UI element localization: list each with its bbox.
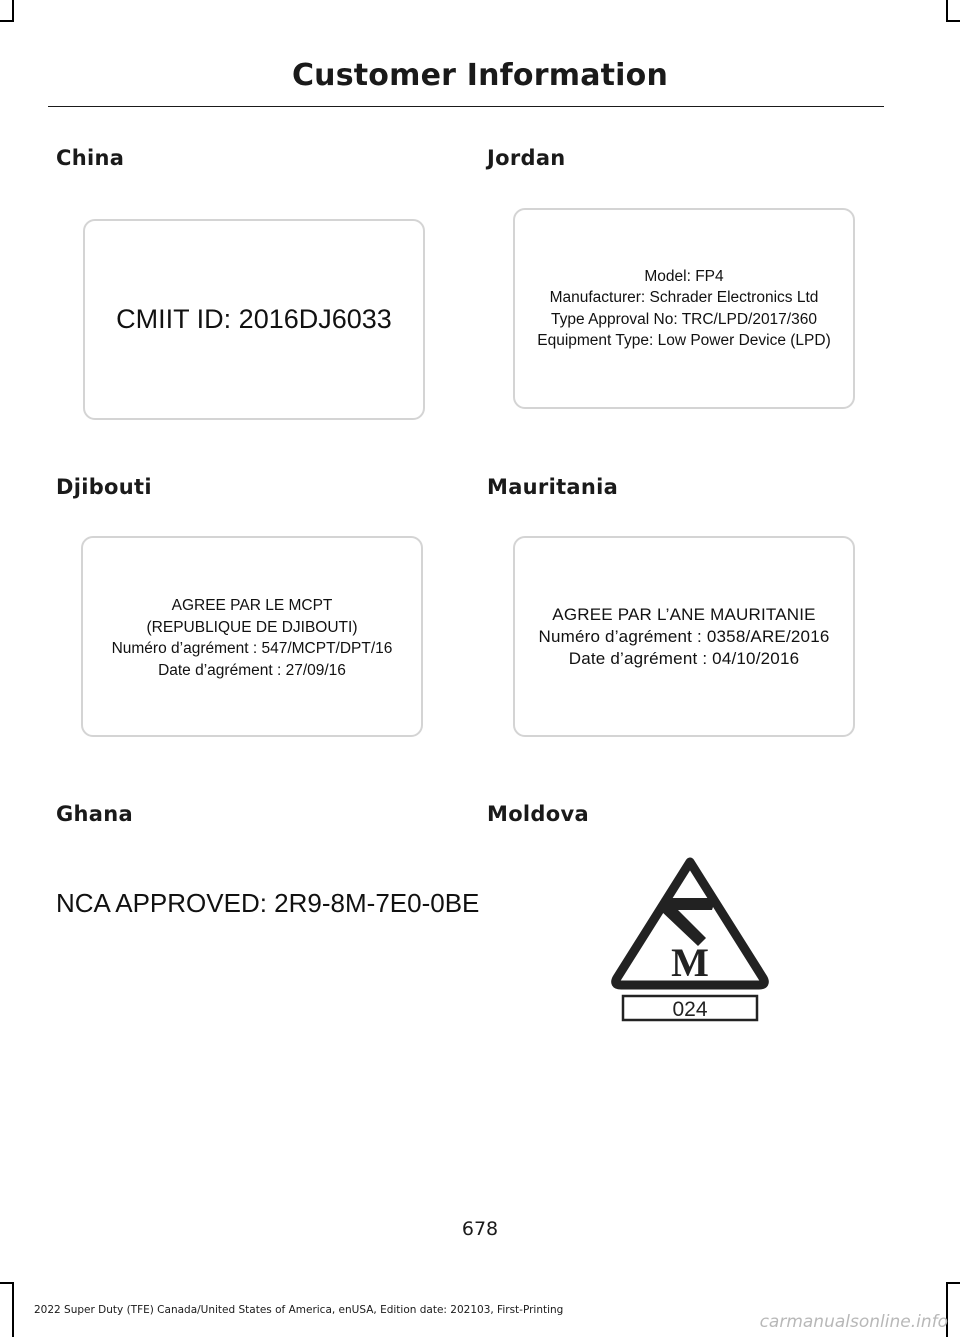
jordan-label-line: Manufacturer: Schrader Electronics Ltd [549,289,819,306]
crop-mark-bottom-right-horizontal [946,1282,960,1284]
djibouti-label-line: (REPUBLIQUE DE DJIBOUTI) [146,618,358,636]
crop-mark-top-left-vertical [12,0,14,22]
section-heading-mauritania: Mauritania [487,475,619,499]
djibouti-label-line: Numéro d’agrément : 547/MCPT/DPT/16 [111,640,393,657]
mauritania-approval-label [513,536,855,737]
watermark: carmanualsonline.info [759,1312,948,1332]
china-approval-label [83,219,425,420]
title-divider [48,106,884,107]
page-number: 678 [461,1218,499,1240]
moldova-s-stroke [660,898,716,946]
section-heading-ghana: Ghana [56,802,133,826]
jordan-label-line: Equipment Type: Low Power Device (LPD) [537,332,831,349]
section-heading-moldova: Moldova [487,802,589,826]
moldova-sm-conformity-mark [590,840,790,1040]
moldova-letter-m: M [671,940,709,985]
jordan-approval-label [513,208,855,409]
crop-mark-top-right-vertical [946,0,948,22]
jordan-label-line: Model: FP4 [644,267,724,285]
edition-footer: 2022 Super Duty (TFE) Canada/United States of America, enUSA, Edition date: 202103, First-Printing [34,1304,564,1316]
mauritania-label-line: AGREE PAR L’ANE MAURITANIE [552,605,816,624]
crop-mark-top-left-horizontal [0,20,14,22]
section-heading-djibouti: Djibouti [56,475,152,499]
section-heading-jordan: Jordan [487,146,566,170]
crop-mark-top-right-horizontal [946,20,960,22]
mauritania-label-line: Numéro d’agrément : 0358/ARE/2016 [538,627,830,646]
mauritania-label-line: Date d’agrément : 04/10/2016 [568,649,800,668]
china-label-line: CMIIT ID: 2016DJ6033 [116,304,392,334]
ghana-approval-text: NCA APPROVED: 2R9-8M-7E0-0BE [56,888,480,918]
moldova-mark-number: 024 [672,998,708,1021]
crop-mark-bottom-left-horizontal [0,1282,14,1284]
djibouti-label-line: AGREE PAR LE MCPT [171,597,333,614]
jordan-label-line: Type Approval No: TRC/LPD/2017/360 [551,310,817,328]
djibouti-label-line: Date d’agrément : 27/09/16 [158,661,346,679]
section-heading-china: China [56,146,125,170]
djibouti-approval-label [81,536,423,737]
crop-mark-bottom-left-vertical [12,1282,14,1337]
page-title: Customer Information [291,58,669,93]
